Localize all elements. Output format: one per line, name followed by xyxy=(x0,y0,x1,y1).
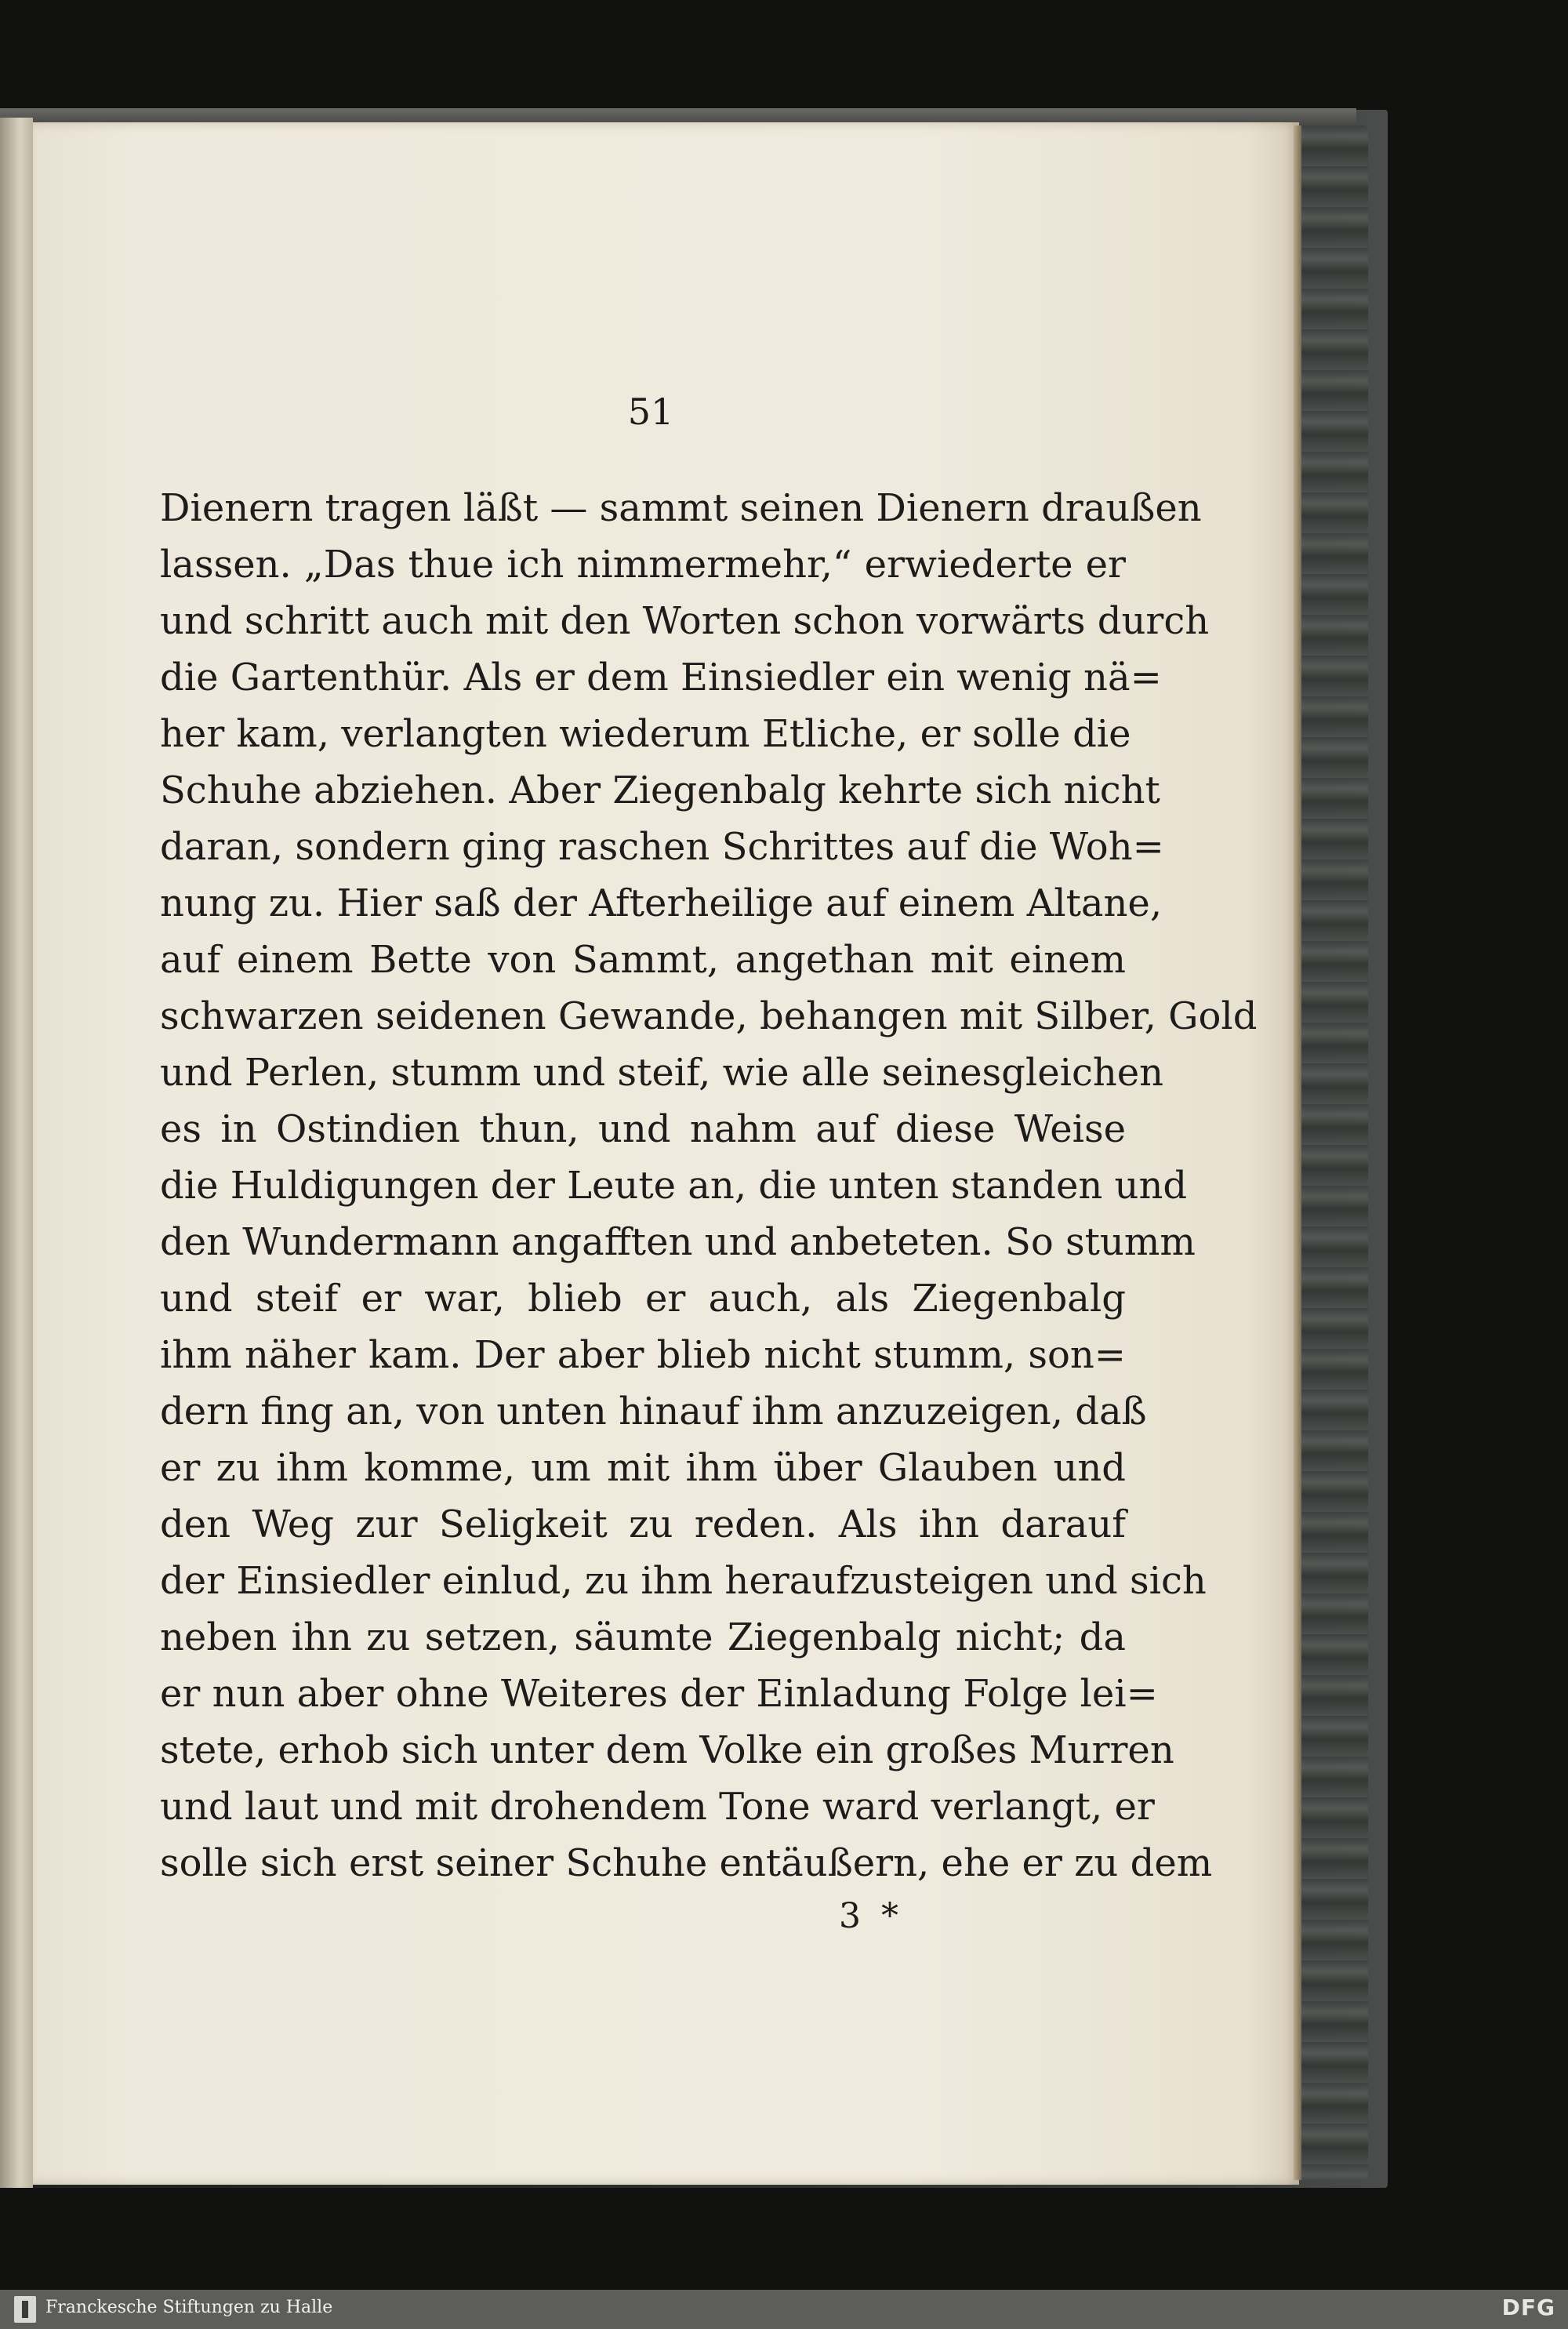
page-number: 51 xyxy=(627,391,674,433)
institution-label: Franckesche Stiftungen zu Halle xyxy=(45,2298,333,2317)
page-edge xyxy=(1294,125,1301,2180)
text-line: die Gartenthür. Als er dem Einsiedler ein wenig nä= xyxy=(160,656,1162,699)
text-line: er zu ihm komme, um mit ihm über Glauben und xyxy=(160,1446,1126,1490)
text-line: ihm näher kam. Der aber blieb nicht stumm, son= xyxy=(160,1333,1126,1377)
text-line: und laut und mit drohendem Tone ward verlangt, er xyxy=(160,1785,1155,1829)
text-line: auf einem Bette von Sammt, angethan mit einem xyxy=(160,938,1126,982)
text-line: und Perlen, stumm und steif, wie alle seinesgleichen xyxy=(160,1051,1164,1095)
text-line: den Wundermann angafften und anbeteten. So stumm xyxy=(160,1220,1196,1264)
text-line: es in Ostindien thun, und nahm auf diese Weise xyxy=(160,1107,1126,1151)
text-line: und schritt auch mit den Worten schon vorwärts durch xyxy=(160,599,1210,643)
text-line: Dienern tragen läßt — sammt seinen Dienern draußen xyxy=(160,486,1202,530)
text-line: die Huldigungen der Leute an, die unten standen und xyxy=(160,1164,1188,1208)
text-line: neben ihn zu setzen, säumte Ziegenbalg nicht; da xyxy=(160,1615,1126,1659)
facing-page-edge xyxy=(0,118,33,2188)
body-text xyxy=(160,480,1258,1891)
text-line: solle sich erst seiner Schuhe entäußern, ehe er zu dem xyxy=(160,1841,1213,1885)
text-line: daran, sondern ging raschen Schrittes auf die Woh= xyxy=(160,825,1164,869)
text-line: und steif er war, blieb er auch, als Ziegenbalg xyxy=(160,1277,1126,1321)
text-line: her kam, verlangten wiederum Etliche, er solle die xyxy=(160,712,1131,756)
cover-spine-edge xyxy=(1298,125,1368,2180)
text-line: stete, erhob sich unter dem Volke ein großes Murren xyxy=(160,1728,1174,1772)
text-line: schwarzen seidenen Gewande, behangen mit Silber, Gold xyxy=(160,994,1258,1038)
sheet-signature: 3 * xyxy=(839,1896,903,1936)
institution-logo-icon xyxy=(14,2296,36,2323)
text-line: er nun aber ohne Weiteres der Einladung Folge lei= xyxy=(160,1672,1158,1716)
text-line: Schuhe abziehen. Aber Ziegenbalg kehrte sich nicht xyxy=(160,768,1160,812)
text-line: lassen. „Das thue ich nimmermehr,“ erwiederte er xyxy=(160,543,1126,587)
text-line: der Einsiedler einlud, zu ihm heraufzusteigen und sich xyxy=(160,1559,1207,1603)
text-line: nung zu. Hier saß der Afterheilige auf einem Altane, xyxy=(160,881,1163,925)
viewer-footer xyxy=(0,2290,1568,2329)
text-line: dern fing an, von unten hinauf ihm anzuzeigen, daß xyxy=(160,1390,1147,1433)
text-line: den Weg zur Seligkeit zu reden. Als ihn darauf xyxy=(160,1502,1126,1546)
dfg-logo: DFG xyxy=(1501,2294,1555,2320)
